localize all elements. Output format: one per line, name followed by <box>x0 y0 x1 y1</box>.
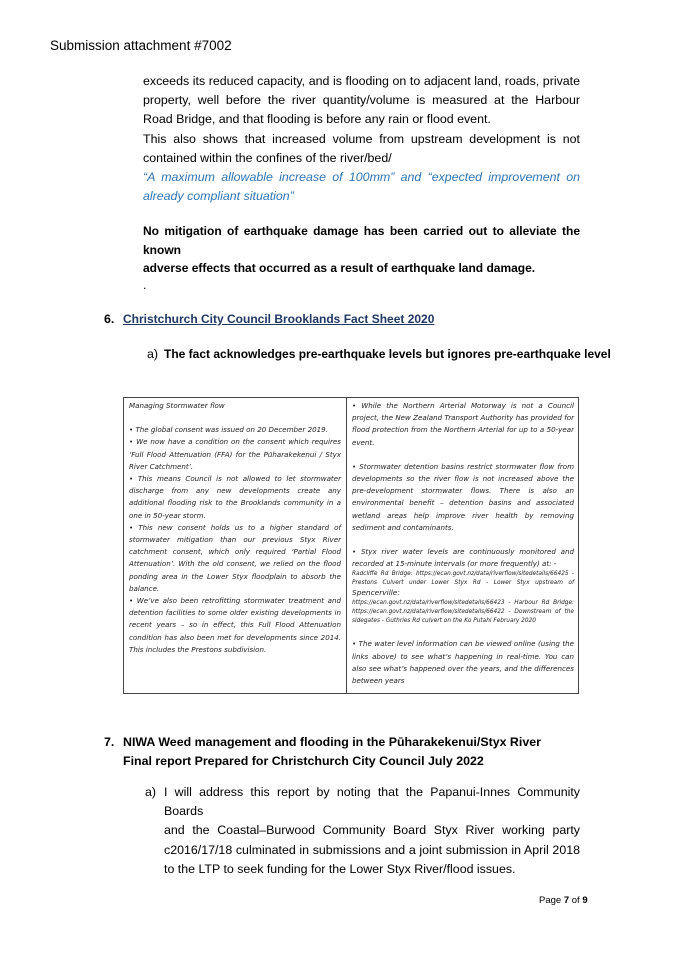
text-line: to the LTP to seek funding for the Lower Styx River/flood issues. <box>164 861 516 876</box>
text-line: c2016/17/18 culminated in submissions and a joint submission in April 2018 <box>164 842 580 857</box>
page-footer <box>539 895 588 906</box>
column-divider <box>346 398 347 693</box>
section-7-sub-label: a) <box>145 785 157 799</box>
text-line: and the Coastal–Burwood Community Board Styx River working party <box>164 823 580 838</box>
section-7-title-line-1: NIWA Weed management and flooding in the Pūharakekenui/Styx River <box>123 735 541 749</box>
section-7-title-line-2: Final report Prepared for Christchurch City Council July 2022 <box>123 754 484 768</box>
section-7-number: 7. <box>104 735 115 749</box>
section-6-sub-label: a) <box>147 347 159 361</box>
page-current: 7 <box>563 895 570 906</box>
monitoring-links: https://ecan.govt.nz/data/riverflow/sitedetails/66423 - Harbour Rd Bridge: https://ecan.govt.nz/data/riverflow/sitedetails/66422 - Downstream of the sidegates - Guthries Rd culvert on the Ko Putahi February 2020 <box>352 600 574 625</box>
bold-line: No mitigation of earthquake damage has been carried out to alleviate the known <box>143 224 580 257</box>
site-links-text: Radcliffe Rd Bridge: https://ecan.govt.nz/data/riverflow/sitedetails/66425 - Prestons Culvert under Lower Styx Rd - Lower Styx upstream of <box>352 571 574 587</box>
left-column <box>129 400 341 656</box>
table-bullet: • The water level information can be viewed online (using the links above) to see what’s happening in real-time. You can also see what’s happened over the years, and the differences between years <box>352 639 574 686</box>
right-column <box>352 400 574 687</box>
table-heading: Managing Stormwater flow <box>129 401 225 410</box>
section-6-sub-text: The fact acknowledges pre-earthquake levels but ignores pre-earthquake level <box>164 347 611 361</box>
table-bullet: • We’ve also been retrofitting stormwater treatment and detention facilities to some older existing developments in recent years – so in effect, this Full Flood Attenuation condition has also been met for developments since 2014. This includes the Prestons subdivision. <box>129 596 341 654</box>
page-total: 9 <box>582 895 588 906</box>
section-6-number: 6. <box>104 312 115 326</box>
table-bullet: • Styx river water levels are continuously monitored and recorded at 15-minute intervals (or more frequently) at: - <box>352 547 574 569</box>
mitigation-statement <box>143 222 580 278</box>
bold-line: adverse effects that occurred as a result of earthquake land damage. <box>143 261 536 276</box>
monitoring-sites <box>352 570 574 599</box>
text-line: contained within the confines of the river/bed/ <box>143 150 392 165</box>
section-6-title-link[interactable]: Christchurch City Council Brooklands Fact Sheet 2020 <box>123 312 435 326</box>
page-prefix: Page <box>539 895 564 906</box>
page-header: Submission attachment #7002 <box>50 38 232 53</box>
table-bullet: • We now have a condition on the consent which requires ‘Full Flood Attenuation (FFA) for the Pūharakekenui / Styx River Catchment’. <box>129 437 341 471</box>
text-line: This also shows that increased volume from upstream development is not <box>143 131 580 146</box>
table-bullet: • While the Northern Arterial Motorway is not a Council project, the New Zealand Transport Authority has provided for flood protection from the Northern Arterial for up to a 50-year event. <box>352 401 574 447</box>
text-line: property, well before the river quantity/volume is measured at the Harbour <box>143 93 580 108</box>
page-of: of <box>569 895 583 906</box>
section-7-paragraph <box>164 783 580 879</box>
fact-sheet-excerpt-table <box>123 397 579 694</box>
quote-line: already compliant situation” <box>143 189 294 204</box>
table-bullet: • Stormwater detention basins restrict stormwater flow from developments so the river flow is not increased above the pre-development stormwater flows. There is also an environmental benefit – detention basins and associated wetland areas help improve river health by removing sediment and contaminants. <box>352 461 574 532</box>
quote-line: “A maximum allowable increase of 100mm” and “expected improvement on <box>143 170 580 185</box>
table-bullet: • The global consent was issued on 20 December 2019. <box>129 425 328 435</box>
table-bullet: • This means Council is not allowed to let stormwater discharge from any new developments create any additional flooding risk to the Brooklands community in a one in 50-year storm. <box>129 474 341 520</box>
text-line: I will address this report by noting that the Papanui-Innes Community Boards <box>164 785 580 819</box>
stray-dot: . <box>143 278 147 292</box>
text-line: Road Bridge, and that flooding is before any rain or flood event. <box>143 112 491 127</box>
continuation-paragraph <box>143 72 580 206</box>
spencerville-label: Spencerville: <box>352 588 400 598</box>
table-bullet: • This new consent holds us to a higher standard of stormwater mitigation than our previous Styx River catchment consent, which only required ‘Partial Flood Attenuation’. With the old consent, we relied on the flood ponding area in the Lower Styx floodplain to absorb the balance. <box>129 522 341 593</box>
text-line: exceeds its reduced capacity, and is flooding on to adjacent land, roads, private <box>143 74 580 88</box>
